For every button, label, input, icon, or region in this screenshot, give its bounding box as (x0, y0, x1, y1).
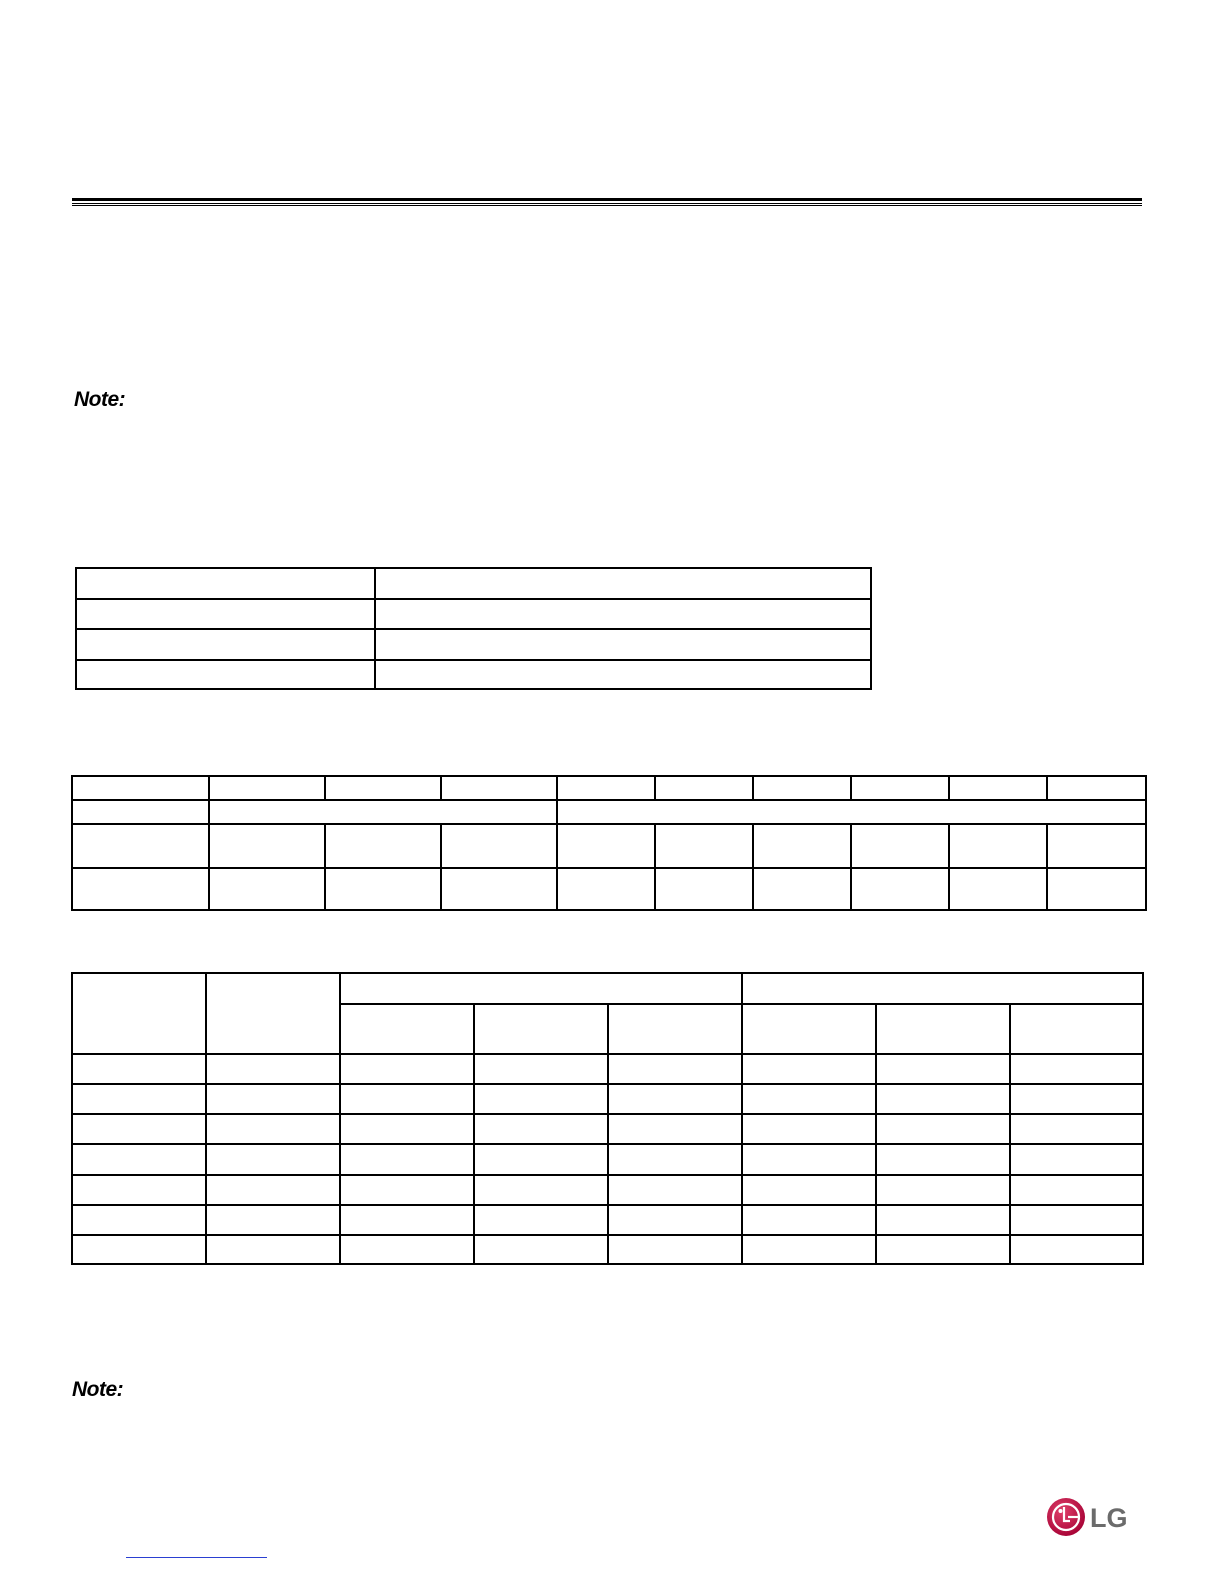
table-cell (742, 1114, 876, 1144)
table-header-group (340, 973, 742, 1004)
table-cell (851, 824, 949, 868)
table-cell (72, 1235, 206, 1264)
table-header-cell (608, 1004, 742, 1054)
table-cell (474, 1114, 608, 1144)
table-cell (949, 824, 1047, 868)
table-header-cell (876, 1004, 1010, 1054)
table-header-row (72, 973, 1143, 1004)
header-rule (72, 198, 1142, 206)
table-cell (340, 1054, 474, 1084)
table-row (72, 824, 1146, 868)
table-row (72, 1235, 1143, 1264)
table-cell (76, 629, 375, 660)
lg-logo (1046, 1497, 1142, 1537)
table-cell (72, 1054, 206, 1084)
table-cell (742, 1235, 876, 1264)
table-cell (206, 1084, 340, 1114)
table-cell (753, 824, 851, 868)
table-cell (1010, 1144, 1143, 1175)
table-row (72, 800, 1146, 824)
table-cell (608, 1114, 742, 1144)
table-cell (1047, 776, 1146, 800)
table-cell (340, 1144, 474, 1175)
table-cell (441, 776, 557, 800)
table-cell-merged (209, 800, 557, 824)
table-cell (876, 1235, 1010, 1264)
table-cell (655, 824, 753, 868)
table-row (76, 629, 871, 660)
table-cell (608, 1054, 742, 1084)
table-cell (441, 868, 557, 910)
table-cell (325, 868, 441, 910)
table-cell (608, 1175, 742, 1205)
table-cell (1010, 1114, 1143, 1144)
table-cell (76, 568, 375, 599)
table-cell (608, 1084, 742, 1114)
table-cell (1010, 1054, 1143, 1084)
table-row (72, 1084, 1143, 1114)
table-cell (557, 868, 655, 910)
table-cell (876, 1144, 1010, 1175)
table-3 (71, 972, 1144, 1265)
table-cell (340, 1235, 474, 1264)
table-cell (608, 1144, 742, 1175)
table-cell (655, 868, 753, 910)
table-cell (1047, 868, 1146, 910)
table-row (72, 1205, 1143, 1235)
table-cell (949, 776, 1047, 800)
table-row (72, 1054, 1143, 1084)
table-cell (655, 776, 753, 800)
table-cell (753, 776, 851, 800)
table-header-cell (340, 1004, 474, 1054)
table-row (76, 660, 871, 689)
table-header-cell (474, 1004, 608, 1054)
table-cell (72, 1205, 206, 1235)
table-cell (375, 629, 871, 660)
table-cell (209, 776, 325, 800)
table-cell (742, 1084, 876, 1114)
table-cell (76, 599, 375, 629)
table-cell (72, 1175, 206, 1205)
table-cell (608, 1205, 742, 1235)
note-label-top: Note: (74, 388, 126, 411)
table-cell (557, 776, 655, 800)
table-cell (441, 824, 557, 868)
table-cell (876, 1084, 1010, 1114)
table-cell (375, 660, 871, 689)
table-cell (375, 568, 871, 599)
table-cell (474, 1144, 608, 1175)
svg-text:LG: LG (1090, 1503, 1128, 1533)
table-cell (206, 1175, 340, 1205)
table-cell (474, 1084, 608, 1114)
table-cell (72, 776, 209, 800)
table-cell (753, 868, 851, 910)
table-cell (72, 1084, 206, 1114)
table-row (72, 1114, 1143, 1144)
table-cell (474, 1235, 608, 1264)
table-header-cell (72, 973, 206, 1054)
footer-link-underline[interactable] (126, 1557, 267, 1558)
table-cell (72, 868, 209, 910)
table-header-cell (1010, 1004, 1143, 1054)
table-cell (474, 1205, 608, 1235)
table-cell (474, 1054, 608, 1084)
table-row (76, 568, 871, 599)
table-header-cell (742, 1004, 876, 1054)
table-cell (876, 1114, 1010, 1144)
table-cell (876, 1205, 1010, 1235)
table-cell (76, 660, 375, 689)
table-cell (340, 1084, 474, 1114)
table-cell-merged (557, 800, 1146, 824)
table-cell (851, 868, 949, 910)
table-cell (206, 1205, 340, 1235)
table-cell (72, 800, 209, 824)
table-cell (474, 1175, 608, 1205)
table-cell (851, 776, 949, 800)
table-1 (75, 567, 872, 690)
table-row (72, 1144, 1143, 1175)
table-cell (742, 1054, 876, 1084)
table-cell (325, 824, 441, 868)
table-cell (72, 1114, 206, 1144)
table-cell (72, 1144, 206, 1175)
table-row (72, 776, 1146, 800)
table-header-cell (206, 973, 340, 1054)
table-row (76, 599, 871, 629)
table-cell (340, 1114, 474, 1144)
lg-logo-icon (1046, 1497, 1142, 1537)
table-cell (608, 1235, 742, 1264)
note-label-bottom: Note: (72, 1378, 124, 1401)
table-2 (71, 775, 1147, 911)
table-cell (1010, 1084, 1143, 1114)
table-cell (206, 1235, 340, 1264)
table-cell (557, 824, 655, 868)
table-cell (876, 1054, 1010, 1084)
table-cell (742, 1144, 876, 1175)
table-cell (876, 1175, 1010, 1205)
table-cell (209, 824, 325, 868)
table-header-group (742, 973, 1143, 1004)
table-cell (1010, 1235, 1143, 1264)
table-cell (206, 1054, 340, 1084)
table-cell (340, 1205, 474, 1235)
table-cell (742, 1175, 876, 1205)
table-cell (949, 868, 1047, 910)
table-cell (206, 1114, 340, 1144)
table-row (72, 868, 1146, 910)
table-cell (1010, 1175, 1143, 1205)
table-cell (72, 824, 209, 868)
table-cell (209, 868, 325, 910)
table-cell (340, 1175, 474, 1205)
table-cell (325, 776, 441, 800)
table-cell (375, 599, 871, 629)
table-cell (1010, 1205, 1143, 1235)
table-cell (1047, 824, 1146, 868)
table-row (72, 1175, 1143, 1205)
table-cell (742, 1205, 876, 1235)
table-cell (206, 1144, 340, 1175)
